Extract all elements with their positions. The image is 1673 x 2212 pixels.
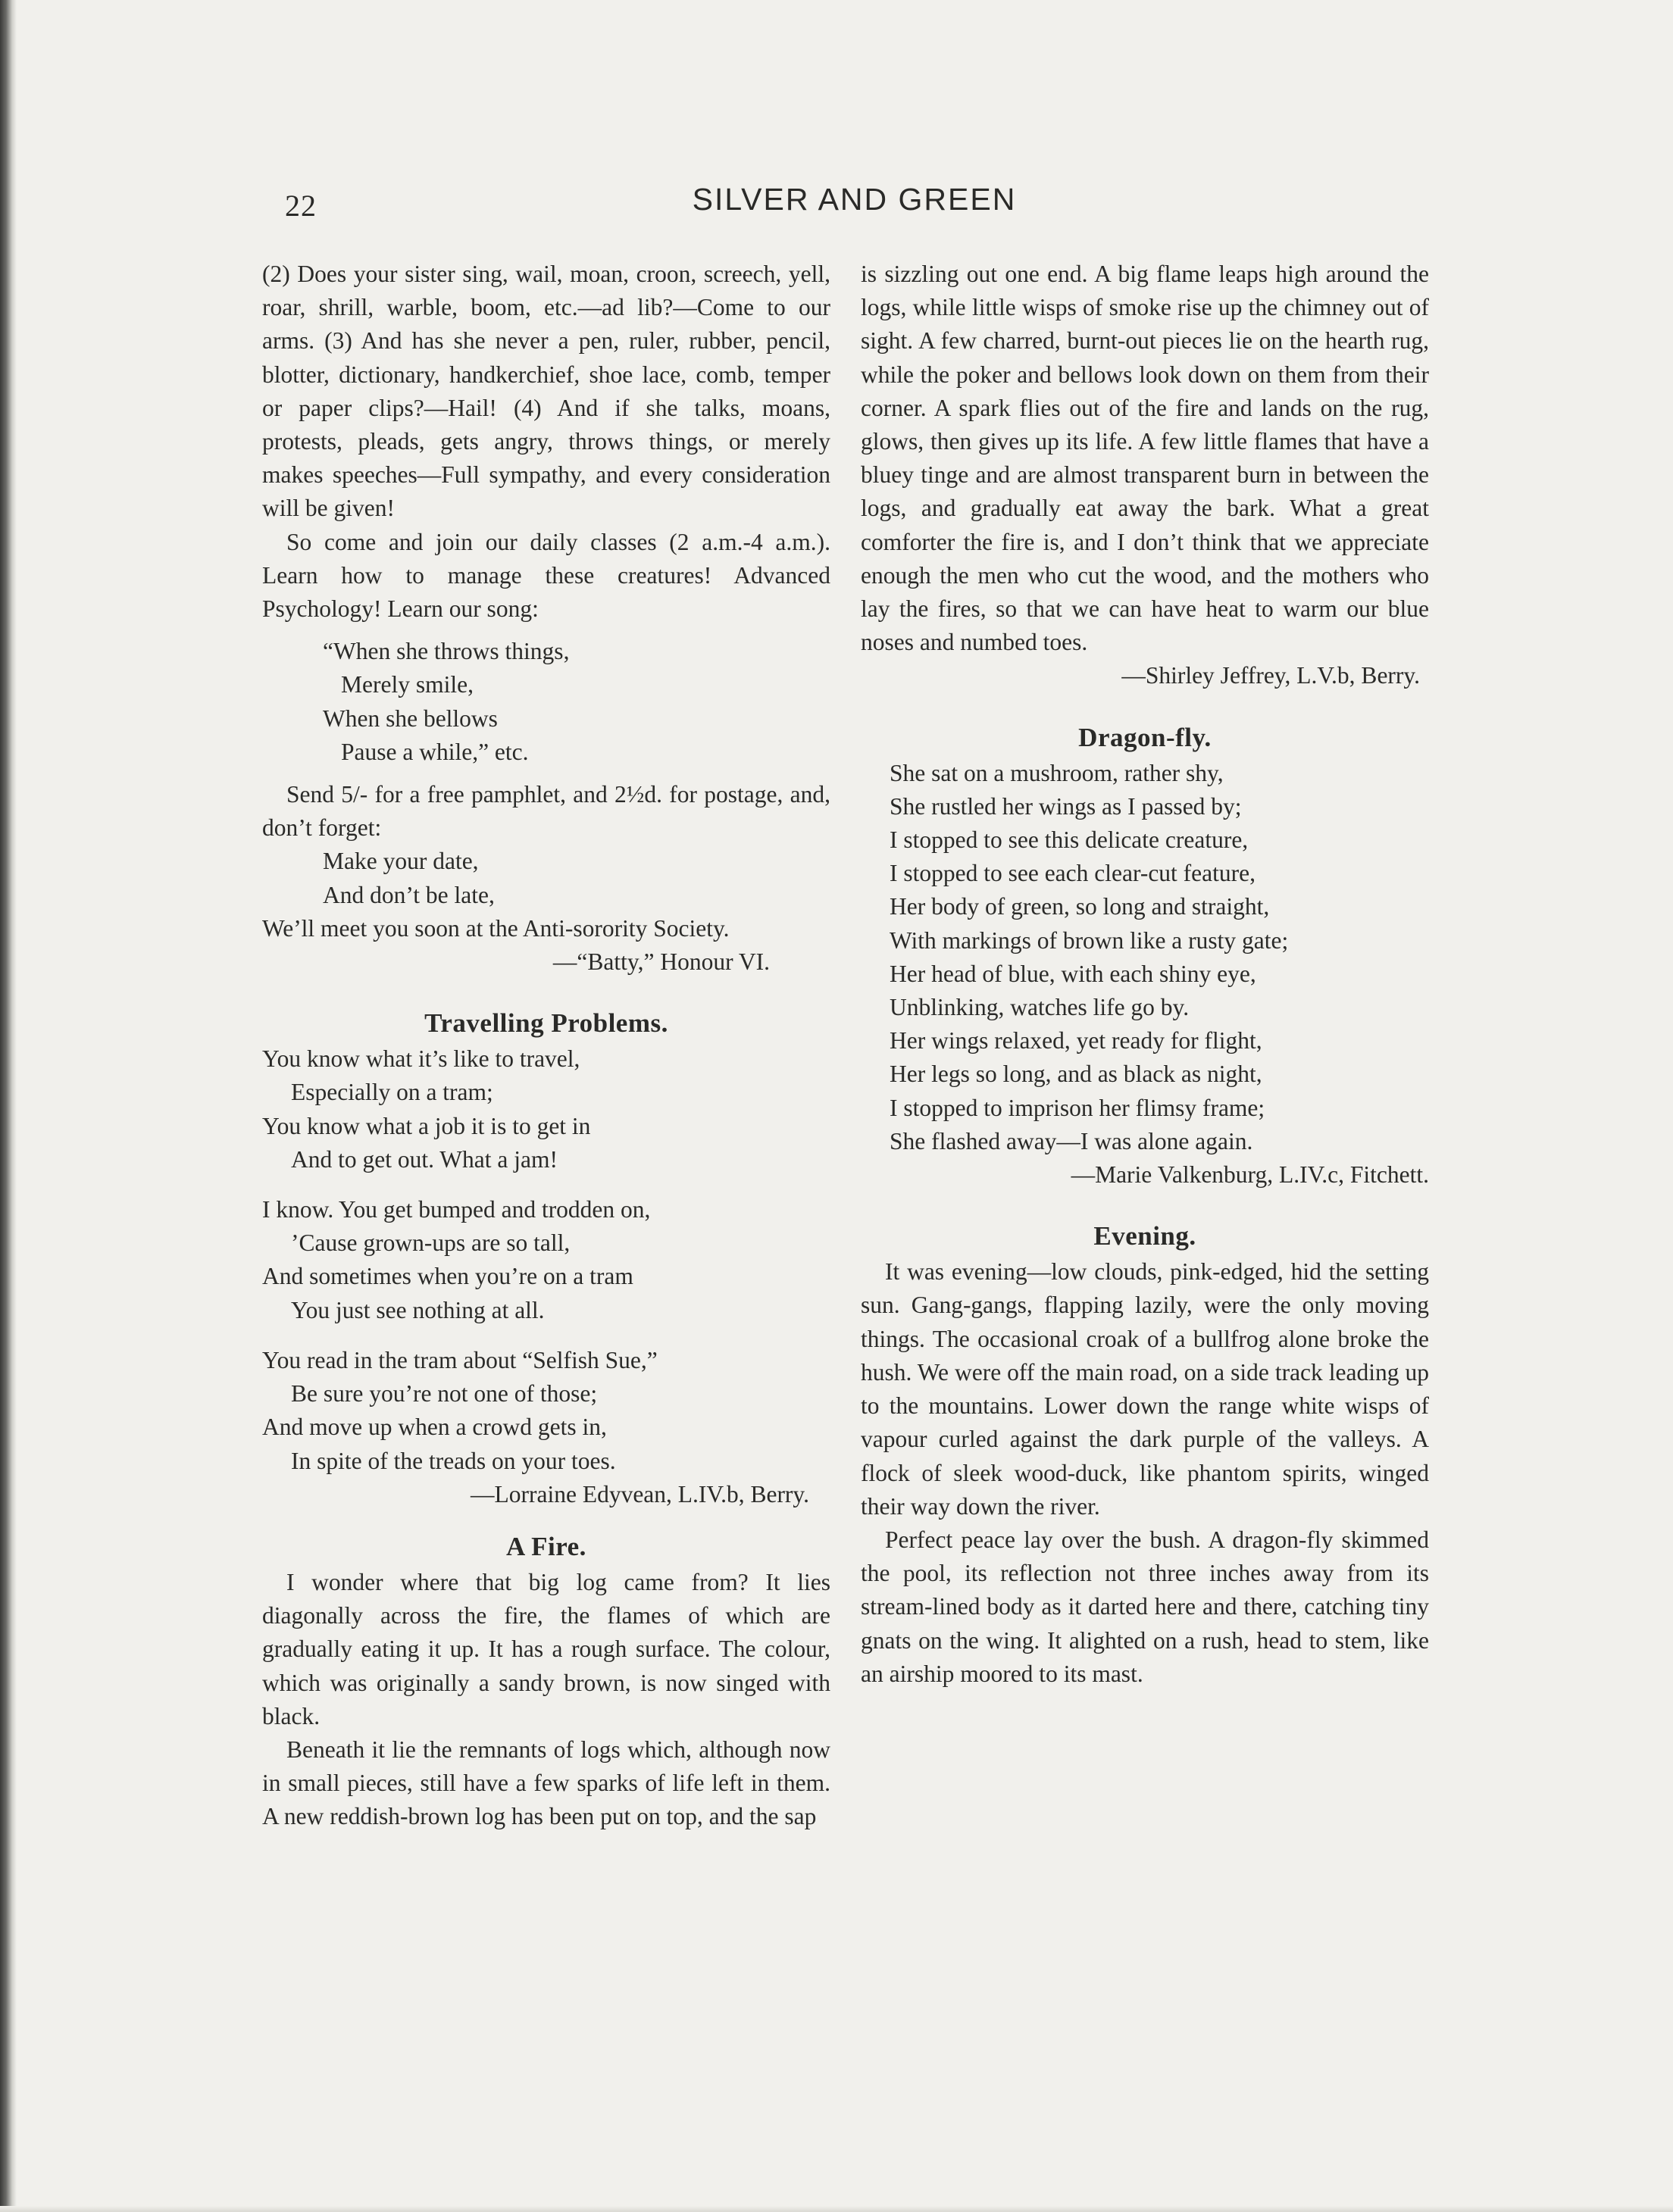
- right-column: [861, 258, 1429, 1691]
- dragon-fly-title: Dragon-fly.: [1078, 722, 1212, 752]
- page-header: [265, 176, 1443, 229]
- poem-line: Her wings relaxed, yet ready for flight,: [890, 1027, 1262, 1054]
- signature-marie: —Marie Valkenburg, L.IV.c, Fitchett.: [1071, 1161, 1429, 1189]
- dragon-fly-poem: [861, 757, 1429, 1158]
- poem-line: She sat on a mushroom, rather shy,: [890, 759, 1224, 786]
- travelling-problems-title: Travelling Problems.: [424, 1008, 668, 1039]
- song-line: “When she throws things,: [323, 638, 570, 665]
- poem-line: You just see nothing at all.: [291, 1296, 545, 1323]
- song-verse: [262, 635, 830, 769]
- evening-paragraph-1: It was evening—low clouds, pink-edged, hid the setting sun. Gang-gangs, flapping lazily, were the only moving things. The occasional croak of a bullfrog alone broke the hush. We were off the main road, on a side track leading up to the mountains. Lower down the range white wisps of vapour curled against the dark purple of the valleys. A flock of sleek wood-duck, like phantom spirits, winged their way down the river.: [861, 1258, 1429, 1520]
- poem-line: Especially on a tram;: [291, 1079, 493, 1106]
- travel-stanza-2: [262, 1193, 830, 1327]
- signature-shirley: —Shirley Jeffrey, L.V.b, Berry.: [1121, 662, 1420, 689]
- rhyme-verse: [262, 845, 830, 911]
- page-binding-edge: [0, 0, 17, 2212]
- travel-stanza-3: [262, 1344, 830, 1478]
- fire-paragraph-continued: is sizzling out one end. A big flame leaps high around the logs, while little wisps of smoke rise up the chimney out of sight. A few charred, burnt-out pieces lie on the hearth rug, while the poker and bellows look down on them from their corner. A spark flies out of the fire and lands on the rug, glows, then gives up its life. A few little flames that have a bluey tinge and are almost transparent burn in between the logs, and gradually eat away the bark. What a great comforter the fire is, and I don’t think that we appreciate enough the men who cut the wood, and the mothers who lay the fires, so that we can have heat to warm our blue noses and numbed toes.: [861, 261, 1429, 656]
- song-line: Merely smile,: [341, 671, 474, 698]
- evening-paragraph-2: Perfect peace lay over the bush. A dragon-fly skimmed the pool, its reflection not three inches away from its stream-lined body as it darted here and there, catching tiny gnats on the wing. It alighted on a rush, head to stem, like an airship moored to its mast.: [861, 1526, 1429, 1687]
- song-line: Pause a while,” etc.: [341, 738, 529, 765]
- poem-line: And sometimes when you’re on a tram: [262, 1263, 633, 1290]
- fire-paragraph-1: I wonder where that big log came from? It lies diagonally across the fire, the flames of which are gradually eating it up. It has a rough surface. The colour, which was originally a sandy brown, is now singed with black.: [262, 1568, 830, 1729]
- poem-line: With markings of brown like a rusty gate;: [890, 926, 1289, 954]
- poem-line: And move up when a crowd gets in,: [262, 1414, 607, 1441]
- poem-line: I stopped to see this delicate creature,: [890, 826, 1249, 854]
- poem-line: You know what it’s like to travel,: [262, 1045, 580, 1073]
- rhyme-line: And don’t be late,: [323, 881, 495, 908]
- poem-line: Her body of green, so long and straight,: [890, 893, 1270, 920]
- poem-line: And to get out. What a jam!: [291, 1145, 558, 1173]
- anti-sorority-paragraph-2: So come and join our daily classes (2 a.m.-4 a.m.). Learn how to manage these creatures! Advanced Psychology! Learn our song:: [262, 528, 830, 623]
- poem-line: Her legs so long, and as black as night,: [890, 1061, 1262, 1088]
- poem-line: I stopped to imprison her flimsy frame;: [890, 1094, 1265, 1121]
- poem-line: I know. You get bumped and trodden on,: [262, 1196, 651, 1223]
- rhyme-line: Make your date,: [323, 848, 479, 875]
- signature-batty: —“Batty,” Honour VI.: [552, 948, 770, 976]
- signature-lorraine: —Lorraine Edyvean, L.IV.b, Berry.: [471, 1480, 809, 1507]
- travel-stanza-1: [262, 1042, 830, 1176]
- poem-line: Be sure you’re not one of those;: [291, 1380, 598, 1407]
- poem-line: Unblinking, watches life go by.: [890, 994, 1190, 1021]
- poem-line: She rustled her wings as I passed by;: [890, 792, 1242, 820]
- page-bottom-edge: [0, 2206, 1673, 2212]
- poem-line: She flashed away—I was alone again.: [890, 1127, 1253, 1154]
- fire-paragraph-2: Beneath it lie the remnants of logs which, although now in small pieces, still have a few sparks of life left in them. A new reddish-brown log has been put on top, and the sap: [262, 1736, 830, 1830]
- a-fire-title: A Fire.: [506, 1531, 586, 1561]
- poem-line: You read in the tram about “Selfish Sue,”: [262, 1346, 658, 1373]
- poem-line: In spite of the treads on your toes.: [291, 1447, 616, 1474]
- anti-sorority-paragraph-3: Send 5/- for a free pamphlet, and 2½d. for postage, and, don’t forget:: [262, 781, 830, 842]
- page-number: 22: [285, 189, 317, 223]
- evening-title: Evening.: [1093, 1221, 1196, 1251]
- poem-line: You know what a job it is to get in: [262, 1112, 591, 1139]
- poem-line: ’Cause grown-ups are so tall,: [291, 1229, 571, 1257]
- anti-sorority-paragraph-4: We’ll meet you soon at the Anti-sorority Society.: [262, 914, 730, 942]
- poem-line: I stopped to see each clear-cut feature,: [890, 860, 1256, 887]
- poem-line: Her head of blue, with each shiny eye,: [890, 960, 1256, 987]
- anti-sorority-paragraph-1: (2) Does your sister sing, wail, moan, croon, screech, yell, roar, shrill, warble, boom, etc.—ad lib?—Come to our arms. (3) And has she never a pen, ruler, rubber, pencil, blotter, dictionary, handkerchief, shoe lace, comb, temper or paper clips?—Hail! (4) And if she talks, moans, protests, pleads, gets angry, throws things, or merely makes speeches—Full sympathy, and every consideration will be given!: [262, 261, 830, 522]
- song-line: When she bellows: [323, 705, 498, 732]
- running-title: SILVER AND GREEN: [692, 182, 1017, 217]
- left-column: [262, 258, 830, 1834]
